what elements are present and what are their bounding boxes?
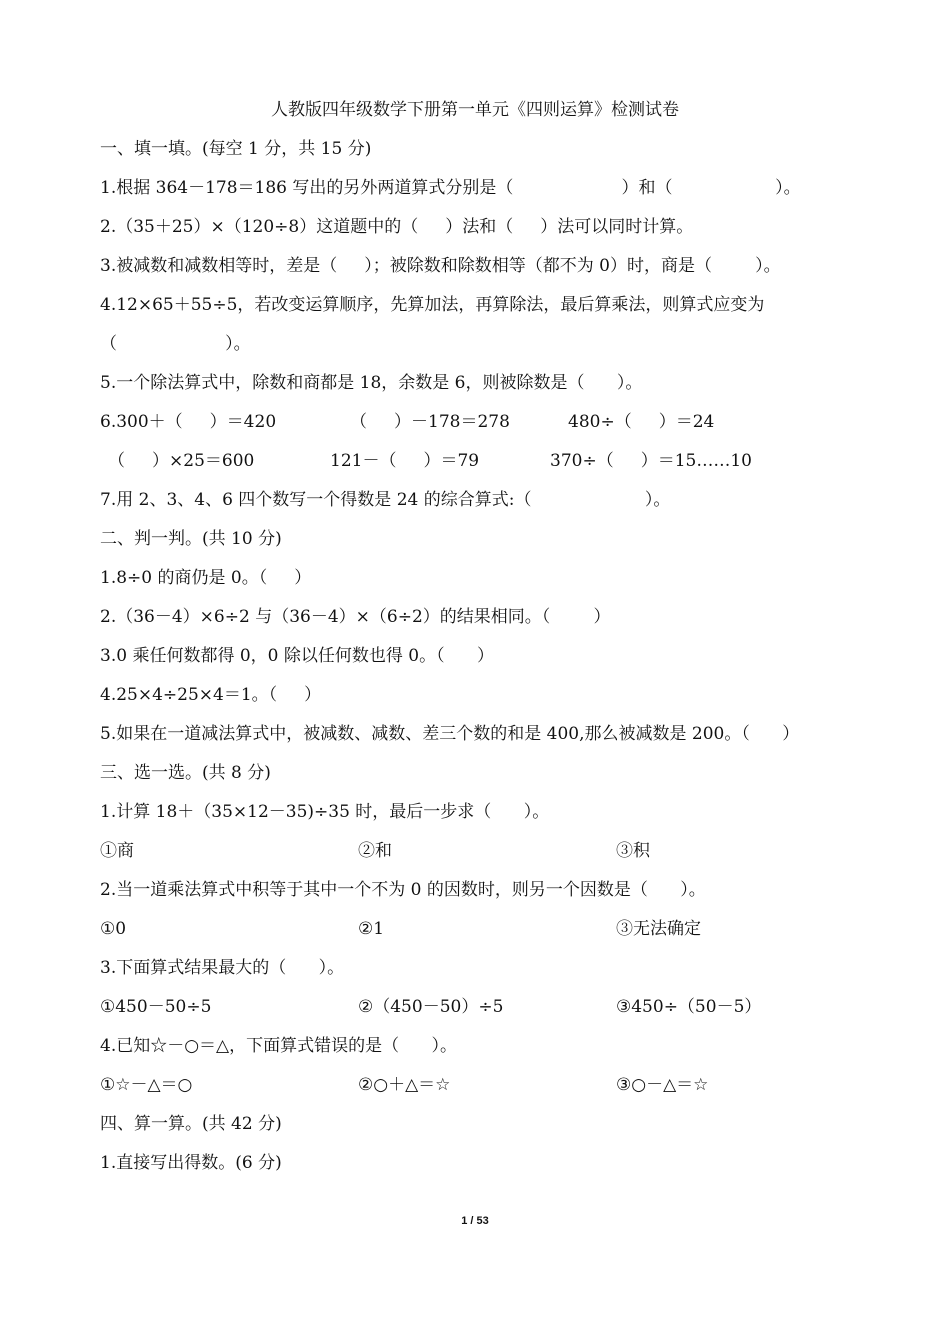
fill-question-6c: 480÷（ ）＝24 — [568, 412, 715, 432]
judge-question-1: 1.8÷0 的商仍是 0。（ ） — [100, 568, 312, 588]
choose-1-option-b: ②和 — [358, 841, 392, 861]
fill-question-2: 2.（35＋25）×（120÷8）这道题中的（ ）法和（ ）法可以同时计算。 — [100, 217, 694, 237]
choose-2-option-a: ①0 — [100, 919, 127, 939]
judge-question-3: 3.0 乘任何数都得 0，0 除以任何数也得 0。（ ） — [100, 646, 495, 666]
choose-3-option-a: ①450－50÷5 — [100, 997, 212, 1017]
choose-2-option-c: ③无法确定 — [616, 919, 701, 939]
choose-4-option-c: ③○－△＝☆ — [616, 1075, 709, 1095]
fill-question-5: 5.一个除法算式中，除数和商都是 18，余数是 6，则被除数是（ ）。 — [100, 373, 643, 393]
fill-question-7: 7.用 2、3、4、6 四个数写一个得数是 24 的综合算式:（ ）。 — [100, 490, 671, 510]
fill-question-6b: （ ）－178＝278 — [350, 412, 510, 432]
choose-4-option-a: ①☆－△＝○ — [100, 1075, 193, 1095]
choose-1-option-c: ③积 — [616, 841, 650, 861]
section-heading-judge: 二、判一判。(共 10 分) — [100, 529, 282, 549]
fill-question-6f: 370÷（ ）＝15……10 — [550, 451, 752, 471]
fill-question-6a: 6.300＋（ ）＝420 — [100, 412, 277, 432]
page-title: 人教版四年级数学下册第一单元《四则运算》检测试卷 — [271, 100, 679, 120]
choose-3-option-c: ③450÷（50－5） — [616, 997, 762, 1017]
choose-question-1: 1.计算 18＋（35×12－35)÷35 时，最后一步求（ ）。 — [100, 802, 550, 822]
section-heading-choose: 三、选一选。(共 8 分) — [100, 763, 271, 783]
fill-question-6e: 121－（ ）＝79 — [330, 451, 480, 471]
section-heading-calc: 四、算一算。(共 42 分) — [100, 1114, 282, 1134]
fill-question-3: 3.被减数和减数相等时，差是（ ）；被除数和除数相等（都不为 0）时，商是（ ）。 — [100, 256, 781, 276]
fill-question-6d: （ ）×25＝600 — [108, 451, 255, 471]
page-number: 1 / 53 — [461, 1215, 489, 1227]
judge-question-2: 2.（36－4）×6÷2 与（36－4）×（6÷2）的结果相同。（ ） — [100, 607, 611, 627]
calc-question-1: 1.直接写出得数。(6 分) — [100, 1153, 282, 1173]
choose-question-4: 4.已知☆－○＝△，下面算式错误的是（ ）。 — [100, 1036, 458, 1056]
choose-4-option-b: ②○＋△＝☆ — [358, 1075, 451, 1095]
judge-question-5: 5.如果在一道减法算式中，被减数、减数、差三个数的和是 400,那么被减数是 200。（ ） — [100, 724, 800, 744]
choose-3-option-b: ②（450－50）÷5 — [358, 997, 504, 1017]
choose-2-option-b: ②1 — [358, 919, 385, 939]
choose-question-2: 2.当一道乘法算式中积等于其中一个不为 0 的因数时，则另一个因数是（ ）。 — [100, 880, 706, 900]
fill-question-1: 1.根据 364－178＝186 写出的另外两道算式分别是（ ）和（ ）。 — [100, 178, 801, 198]
fill-question-4: 4.12×65＋55÷5，若改变运算顺序，先算加法，再算除法，最后算乘法，则算式应变为 — [100, 295, 765, 315]
section-heading-fill: 一、填一填。(每空 1 分，共 15 分) — [100, 139, 372, 159]
judge-question-4: 4.25×4÷25×4＝1。（ ） — [100, 685, 322, 705]
choose-question-3: 3.下面算式结果最大的（ ）。 — [100, 958, 345, 978]
choose-1-option-a: ①商 — [100, 841, 134, 861]
fill-question-4-answer: （ ）。 — [100, 334, 251, 354]
